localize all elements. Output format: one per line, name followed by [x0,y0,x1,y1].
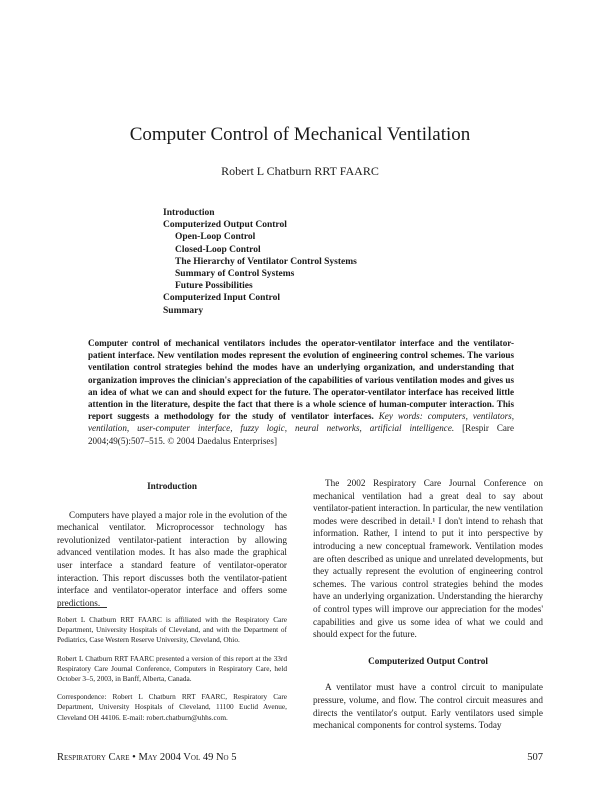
left-column [57,480,287,609]
toc-item: Computerized Input Control [163,293,280,304]
toc-item: Computerized Output Control [163,220,287,231]
right-column [313,477,543,732]
journal-footer: Respiratory Care • May 2004 Vol 49 No 5 [57,752,237,763]
footnote-affiliation: Robert L Chatburn RRT FAARC is affiliated with the Respiratory Care Department, University Hospitals of Cleveland, and with the Department of Pediatrics, Case Western Reserve University, Cleveland, Ohio. [57,615,287,645]
page-footer [57,752,543,763]
intro-paragraph: Computers have played a major role in the evolution of the mechanical ventilator. Microprocessor technology has revolutionized ventilator-patient interaction by allowing advanced ventilation modes. It has also made the graphical user interface a standard feature of ventilator-operator interaction. This report discusses both the ventilator-patient interface and ventilator-operator interface and offers some predictions. [57,509,287,608]
table-of-contents [163,207,357,317]
toc-item: Closed-Loop Control [175,244,261,255]
toc-item: Open-Loop Control [175,232,256,243]
footnotes [57,615,287,731]
footnote-correspondence: Correspondence: Robert L Chatburn RRT FAARC, Respiratory Care Department, University Hospitals of Cleveland, 11100 Euclid Avenue, Cleveland OH 44106. E-mail: robert.chatburn@uhhs.com. [57,692,287,722]
section-heading-introduction: Introduction [147,481,197,491]
conference-paragraph: The 2002 Respiratory Care Journal Conference on mechanical ventilation had a great deal to say about ventilator-patient interaction. In particular, the new ventilation modes were described in detail.¹ I don't intend to rehash that information. Rather, I intend to put it into perspective by introducing a new conceptual framework. Ventilation modes are often described as unique and unrelated developments, but they actually represent the evolution of engineering control schemes. The various control strategies behind the modes have an underlying organization. Understanding the hierarchy of control types will improve our appreciation for the modes' capabilities and give us some idea of what we could and should expect for the future. [313,478,543,640]
output-control-paragraph: A ventilator must have a control circuit to manipulate pressure, volume, and flow. The control circuit measures and directs the ventilator's output. Early ventilators used simple mechanical components for control systems. Today [313,682,543,731]
page-number: 507 [527,752,543,763]
abstract-body: Computer control of mechanical ventilators includes the operator-ventilator interface and the ventilator-patient interface. New ventilation modes represent the evolution of engineering control schemes. The various ventilation control strategies behind the modes have an underlying organization, and understanding that organization improves the clinician's appreciation of the capabilities of various ventilation modes and gives us an idea of what we can and should expect for the future. The operator-ventilator interface has received little attention in the literature, despite the fact that there is a whole science of human-computer interaction. This report suggests a methodology for the study of ventilator interfaces. [88,338,514,422]
footnote-presentation: Robert L Chatburn RRT FAARC presented a version of this report at the 33rd Respiratory Care Journal Conference, Computers in Respiratory Care, held October 3–5, 2003, in Banff, Alberta, Canada. [57,653,287,684]
toc-item: Introduction [163,208,215,218]
abstract-citation: [Respir Care 2004;49(5):507–515. © 2004 Daedalus Enterprises] [88,423,514,446]
toc-item: Future Possibilities [175,281,253,292]
toc-item: The Hierarchy of Ventilator Control Systems [175,256,357,267]
footnote-divider [57,607,107,608]
author-line: Robert L Chatburn RRT FAARC [221,164,379,178]
abstract-keywords: Key words: computers, ventilators, ventilation, user-computer interface, fuzzy logic, neural networks, artificial intelligence. [88,411,514,434]
section-heading-output-control: Computerized Output Control [368,655,488,666]
paper-title: Computer Control of Mechanical Ventilation [129,124,471,145]
toc-item: Summary of Control Systems [175,269,295,280]
toc-item: Summary [163,305,204,316]
abstract [88,337,514,447]
